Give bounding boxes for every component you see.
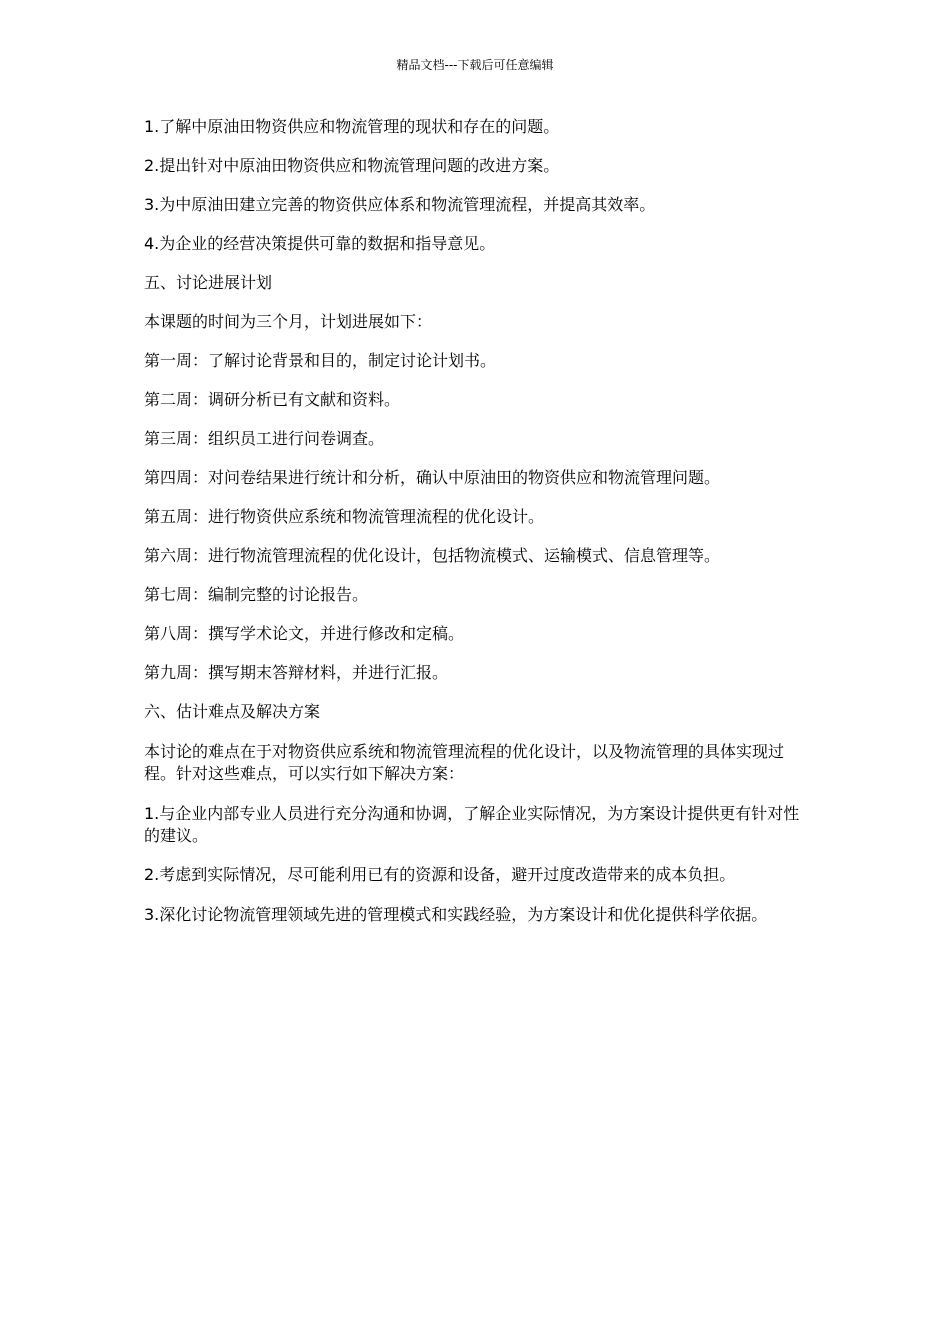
plan-week-6: 第六周：进行物流管理流程的优化设计，包括物流模式、运输模式、信息管理等。: [144, 546, 721, 565]
solution-item-2: 2.考虑到实际情况，尽可能利用已有的资源和设备，避开过度改造带来的成本负担。: [144, 865, 736, 884]
solution-item-1: 1.与企业内部专业人员进行充分沟通和协调，了解企业实际情况，为方案设计提供更有针对性的建议。: [144, 804, 800, 845]
solution-item-3: 3.深化讨论物流管理领域先进的管理模式和实践经验，为方案设计和优化提供科学依据。: [144, 905, 768, 924]
plan-week-8: 第八周：撰写学术论文，并进行修改和定稿。: [144, 624, 465, 643]
plan-week-1: 第一周：了解讨论背景和目的，制定讨论计划书。: [144, 351, 497, 370]
plan-week-9: 第九周：撰写期末答辩材料，并进行汇报。: [144, 663, 449, 682]
document-body: [144, 117, 800, 944]
section-heading-plan: 五、讨论进展计划: [144, 273, 273, 292]
plan-week-3: 第三周：组织员工进行问卷调查。: [144, 429, 385, 448]
goal-item-1: 1.了解中原油田物资供应和物流管理的现状和存在的问题。: [144, 117, 560, 136]
plan-intro: 本课题的时间为三个月，计划进展如下：: [144, 312, 433, 331]
goal-item-4: 4.为企业的经营决策提供可靠的数据和指导意见。: [144, 234, 496, 253]
plan-week-2: 第二周：调研分析已有文献和资料。: [144, 390, 401, 409]
difficulties-intro: 本讨论的难点在于对物资供应系统和物流管理流程的优化设计，以及物流管理的具体实现过程。针对这些难点，可以实行如下解决方案：: [144, 742, 785, 783]
goal-item-3: 3.为中原油田建立完善的物资供应体系和物流管理流程，并提高其效率。: [144, 195, 656, 214]
section-heading-difficulties: 六、估计难点及解决方案: [144, 702, 321, 721]
plan-week-7: 第七周：编制完整的讨论报告。: [144, 585, 369, 604]
plan-week-5: 第五周：进行物资供应系统和物流管理流程的优化设计。: [144, 507, 545, 526]
goal-item-2: 2.提出针对中原油田物资供应和物流管理问题的改进方案。: [144, 156, 560, 175]
plan-week-4: 第四周：对问卷结果进行统计和分析，确认中原油田的物资供应和物流管理问题。: [144, 468, 721, 487]
page-header: 精品文档---下载后可任意编辑: [396, 58, 554, 72]
